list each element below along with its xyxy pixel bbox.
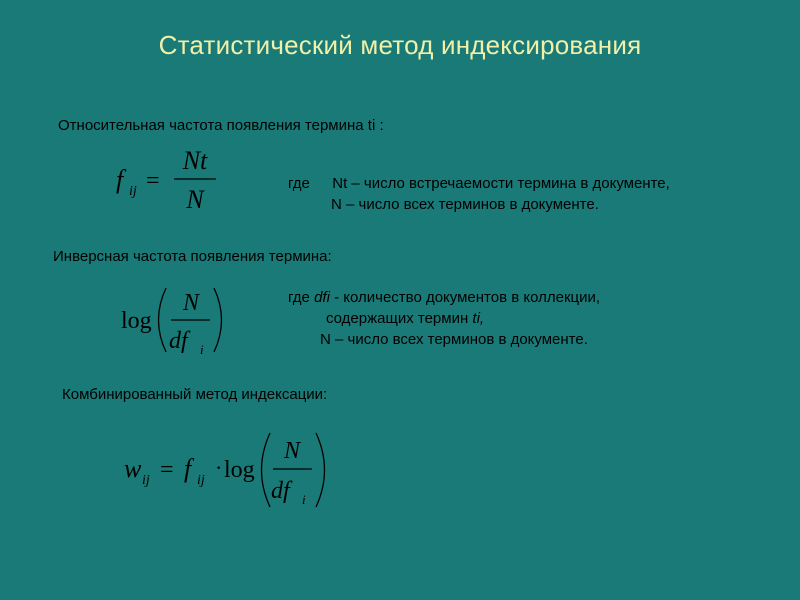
containing-term-text: содержащих термин [326, 310, 473, 327]
formula-w-sub: ij [142, 473, 150, 488]
where-line-1 [288, 175, 670, 192]
left-paren [159, 288, 167, 352]
formula-w: w [124, 454, 142, 483]
tf-formula [110, 142, 220, 212]
idf-formula [115, 280, 225, 360]
ti-variable: ti, [472, 310, 485, 327]
formula-log: log [121, 308, 152, 334]
tfidf-formula [120, 425, 330, 515]
combined-method-heading: Комбинированный метод индексации: [62, 386, 328, 403]
formula-denominator: df [271, 478, 290, 504]
n-definition-2: N – число всех терминов в документе. [320, 331, 588, 348]
formula-numerator: N [283, 438, 301, 464]
formula-f-sub: ij [197, 473, 205, 488]
where-label: где [288, 289, 310, 306]
where-line-2 [288, 289, 600, 306]
formula-equals: = [146, 168, 160, 194]
formula-numerator: Nt [182, 146, 208, 175]
formula-den-sub: i [200, 342, 204, 357]
formula-f: f [184, 454, 192, 483]
slide-title: Статистический метод индексирования [158, 30, 642, 60]
formula-dot: · [215, 455, 223, 480]
where-label: где [288, 175, 310, 192]
formula-log: log [224, 457, 255, 483]
formula-equals: = [160, 457, 174, 483]
dfi-variable: dfi [314, 289, 330, 306]
left-paren [262, 433, 271, 507]
formula-denominator: df [169, 328, 188, 354]
inverse-frequency-heading: Инверсная частота появления термина: [53, 248, 332, 265]
dfi-definition-continued [326, 310, 484, 327]
right-paren [214, 288, 222, 352]
relative-frequency-heading: Относительная частота появления термина ti : [58, 117, 384, 134]
n-definition: N – число всех терминов в документе. [331, 196, 599, 213]
nt-definition: Nt – число встречаемости термина в документе, [332, 175, 670, 192]
formula-numerator: N [182, 290, 200, 316]
formula-denominator: N [186, 185, 204, 212]
formula-f: f [116, 165, 124, 194]
right-paren [316, 433, 325, 507]
formula-den-sub: i [302, 492, 306, 507]
dfi-definition: - количество документов в коллекции, [329, 289, 601, 306]
formula-f-sub: ij [129, 184, 137, 199]
